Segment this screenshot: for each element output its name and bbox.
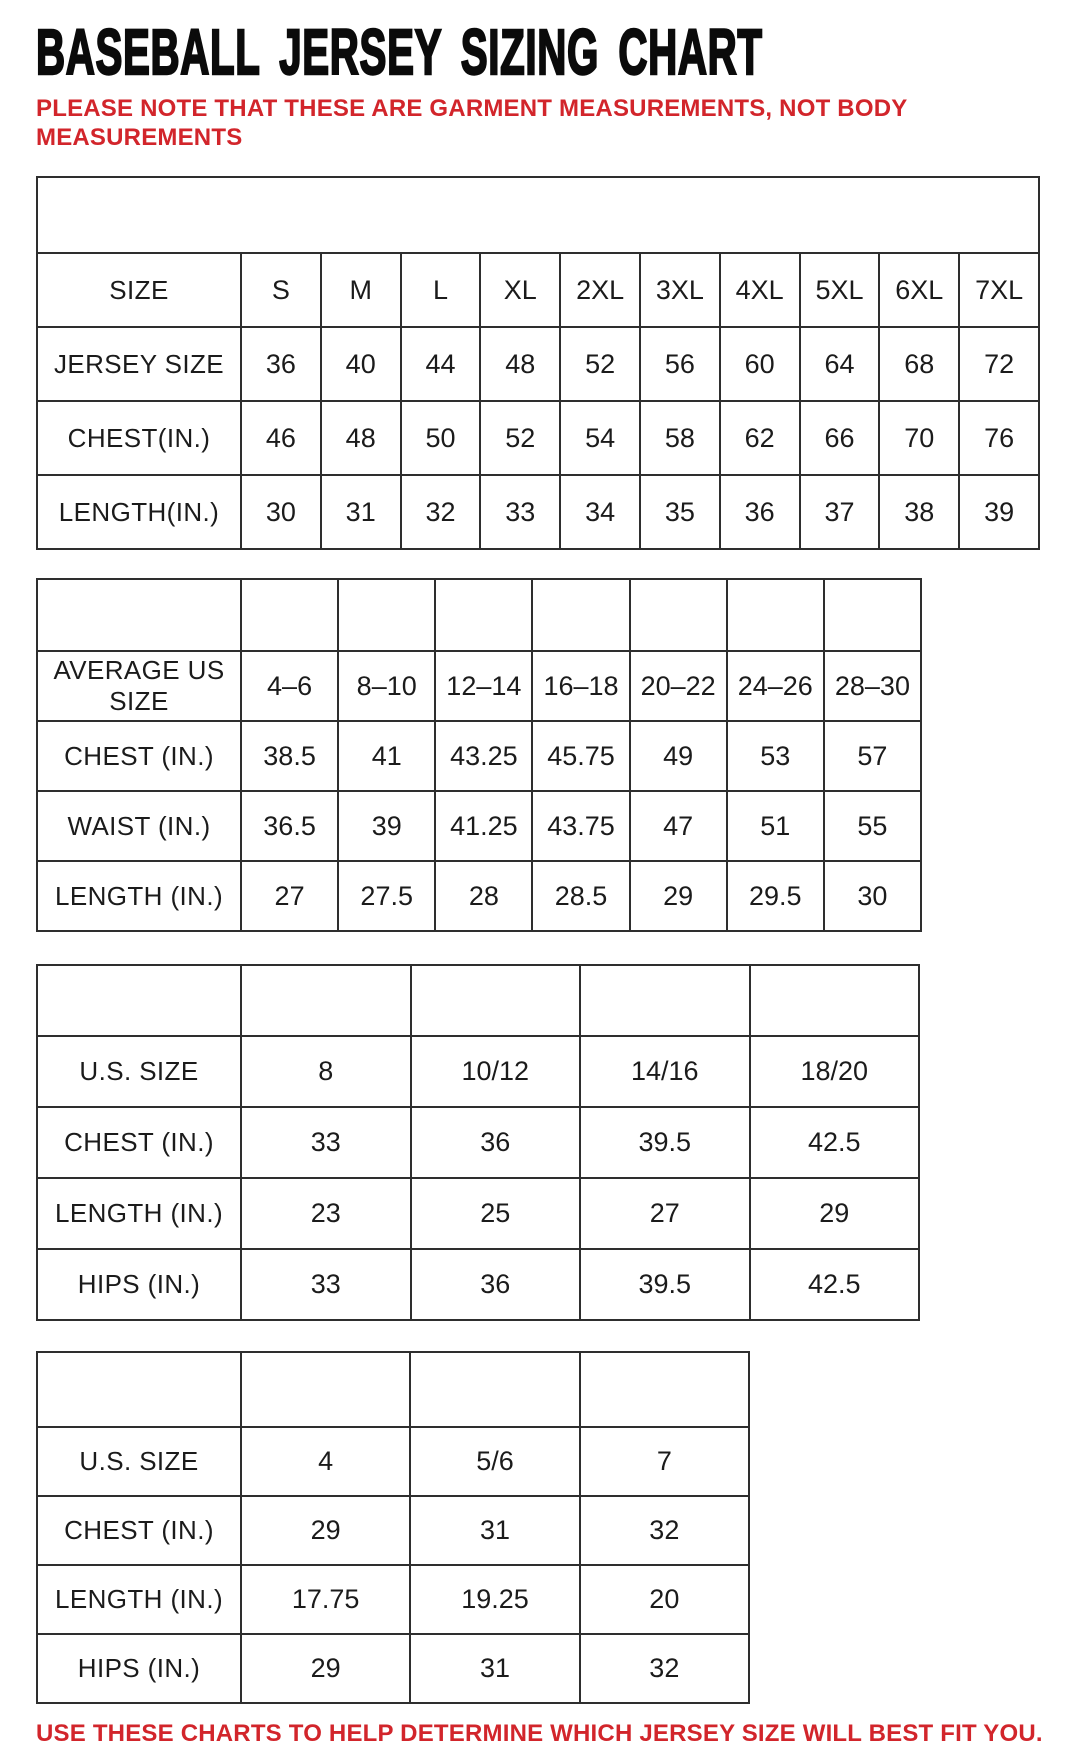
womens-value-cell: 4–6 — [241, 651, 338, 721]
boys-value-cell: 42.5 — [750, 1249, 920, 1320]
womens-value-cell: 45.75 — [532, 721, 629, 791]
womens-value-cell: 27.5 — [338, 861, 435, 931]
mens-value-cell: 52 — [480, 401, 560, 475]
boys-row-label: HIPS (IN.) — [37, 1249, 241, 1320]
boys-size-column-header: YTH L — [580, 965, 750, 1036]
boys-value-cell: 36 — [411, 1249, 581, 1320]
womens-value-cell: 38.5 — [241, 721, 338, 791]
mens-row-label: CHEST(IN.) — [37, 401, 241, 475]
mens-value-cell: S — [241, 253, 321, 327]
boys-value-cell: 25 — [411, 1178, 581, 1249]
mens-value-cell: L — [401, 253, 481, 327]
preschool-value-cell: 20 — [580, 1565, 749, 1634]
preschool-value-cell: 29 — [241, 1634, 410, 1703]
mens-value-cell: 54 — [560, 401, 640, 475]
boys-row-label: U.S. SIZE — [37, 1036, 241, 1107]
page-title: BASEBALL JERSEY SIZING CHART — [36, 16, 763, 88]
mens-value-cell: 4XL — [720, 253, 800, 327]
boys-header-row — [37, 965, 919, 1036]
mens-value-cell: 50 — [401, 401, 481, 475]
womens-value-cell: 41 — [338, 721, 435, 791]
womens-value-cell: 47 — [630, 791, 727, 861]
preschool-row-label: HIPS (IN.) — [37, 1634, 241, 1703]
boys-value-cell: 33 — [241, 1249, 411, 1320]
womens-value-cell: 53 — [727, 721, 824, 791]
mens-table-row — [37, 401, 1039, 475]
mens-value-cell: XL — [480, 253, 560, 327]
mens-value-cell: 37 — [800, 475, 880, 549]
preschool-row-label: U.S. SIZE — [37, 1427, 241, 1496]
mens-value-cell: 7XL — [959, 253, 1039, 327]
womens-value-cell: 57 — [824, 721, 921, 791]
womens-row-label: CHEST (IN.) — [37, 721, 241, 791]
womens-size-column-header: S — [241, 579, 338, 651]
boys-sizing-table — [36, 964, 920, 1321]
mens-value-cell: 58 — [640, 401, 720, 475]
womens-size-column-header: 4XL — [824, 579, 921, 651]
preschool-size-column-header: M — [410, 1352, 579, 1427]
mens-banner: MEN’S AUTHENTIC JERSEYS — [37, 177, 1039, 253]
mens-table-row — [37, 253, 1039, 327]
mens-value-cell: M — [321, 253, 401, 327]
footer-note: USE THESE CHARTS TO HELP DETERMINE WHICH JERSEY SIZE WILL BEST FIT YOU. — [36, 1720, 1043, 1747]
preschool-row-label: CHEST (IN.) — [37, 1496, 241, 1565]
mens-value-cell: 72 — [959, 327, 1039, 401]
mens-banner-row — [37, 177, 1039, 253]
preschool-size-column-header: S — [241, 1352, 410, 1427]
preschool-value-cell: 19.25 — [410, 1565, 579, 1634]
mens-value-cell: 46 — [241, 401, 321, 475]
womens-sizing-table — [36, 578, 922, 932]
preschool-header-row — [37, 1352, 749, 1427]
preschool-size-column-header: L — [580, 1352, 749, 1427]
womens-value-cell: 41.25 — [435, 791, 532, 861]
preschool-table-row — [37, 1634, 749, 1703]
mens-value-cell: 31 — [321, 475, 401, 549]
mens-value-cell: 38 — [879, 475, 959, 549]
mens-value-cell: 66 — [800, 401, 880, 475]
boys-table-row — [37, 1178, 919, 1249]
womens-value-cell: 51 — [727, 791, 824, 861]
mens-value-cell: 36 — [241, 327, 321, 401]
preschool-value-cell: 4 — [241, 1427, 410, 1496]
preschool-value-cell: 7 — [580, 1427, 749, 1496]
boys-value-cell: 8 — [241, 1036, 411, 1107]
preschool-value-cell: 32 — [580, 1634, 749, 1703]
womens-size-column-header: XL — [532, 579, 629, 651]
garment-measurements-note: PLEASE NOTE THAT THESE ARE GARMENT MEASUREMENTS, NOT BODY MEASUREMENTS — [36, 95, 908, 151]
boys-value-cell: 42.5 — [750, 1107, 920, 1178]
mens-value-cell: 56 — [640, 327, 720, 401]
boys-value-cell: 14/16 — [580, 1036, 750, 1107]
womens-size-column-header: M — [338, 579, 435, 651]
boys-size-column-header: YTH XL — [750, 965, 920, 1036]
mens-value-cell: 40 — [321, 327, 401, 401]
mens-row-label: SIZE — [37, 253, 241, 327]
womens-value-cell: 43.75 — [532, 791, 629, 861]
mens-table-row — [37, 327, 1039, 401]
boys-value-cell: 39.5 — [580, 1107, 750, 1178]
womens-value-cell: 27 — [241, 861, 338, 931]
womens-value-cell: 28–30 — [824, 651, 921, 721]
mens-value-cell: 36 — [720, 475, 800, 549]
boys-table-row — [37, 1107, 919, 1178]
boys-table-row — [37, 1249, 919, 1320]
womens-value-cell: 16–18 — [532, 651, 629, 721]
womens-value-cell: 29.5 — [727, 861, 824, 931]
mens-value-cell: 5XL — [800, 253, 880, 327]
preschool-header-label: PRESCHOOL — [37, 1352, 241, 1427]
mens-table-row — [37, 475, 1039, 549]
boys-value-cell: 33 — [241, 1107, 411, 1178]
womens-row-label: AVERAGE US SIZE — [37, 651, 241, 721]
mens-value-cell: 33 — [480, 475, 560, 549]
mens-value-cell: 34 — [560, 475, 640, 549]
mens-value-cell: 39 — [959, 475, 1039, 549]
boys-value-cell: 39.5 — [580, 1249, 750, 1320]
preschool-value-cell: 32 — [580, 1496, 749, 1565]
womens-row-label: LENGTH (IN.) — [37, 861, 241, 931]
mens-row-label: JERSEY SIZE — [37, 327, 241, 401]
womens-value-cell: 28 — [435, 861, 532, 931]
womens-value-cell: 8–10 — [338, 651, 435, 721]
womens-table-row — [37, 861, 921, 931]
womens-value-cell: 29 — [630, 861, 727, 931]
preschool-row-label: LENGTH (IN.) — [37, 1565, 241, 1634]
preschool-table-row — [37, 1496, 749, 1565]
preschool-sizing-table — [36, 1351, 750, 1704]
mens-value-cell: 48 — [321, 401, 401, 475]
womens-size-column-header: 2XL — [630, 579, 727, 651]
womens-size-column-header: 3XL — [727, 579, 824, 651]
womens-value-cell: 49 — [630, 721, 727, 791]
womens-value-cell: 12–14 — [435, 651, 532, 721]
mens-value-cell: 64 — [800, 327, 880, 401]
preschool-value-cell: 5/6 — [410, 1427, 579, 1496]
boys-row-label: LENGTH (IN.) — [37, 1178, 241, 1249]
womens-value-cell: 55 — [824, 791, 921, 861]
mens-sizing-table — [36, 176, 1040, 550]
womens-table-row — [37, 721, 921, 791]
boys-size-column-header: YTH M — [411, 965, 581, 1036]
boys-table-row — [37, 1036, 919, 1107]
boys-value-cell: 29 — [750, 1178, 920, 1249]
boys-row-label: CHEST (IN.) — [37, 1107, 241, 1178]
mens-value-cell: 76 — [959, 401, 1039, 475]
mens-value-cell: 68 — [879, 327, 959, 401]
mens-row-label: LENGTH(IN.) — [37, 475, 241, 549]
mens-value-cell: 30 — [241, 475, 321, 549]
boys-value-cell: 10/12 — [411, 1036, 581, 1107]
preschool-value-cell: 31 — [410, 1634, 579, 1703]
womens-value-cell: 39 — [338, 791, 435, 861]
womens-value-cell: 20–22 — [630, 651, 727, 721]
womens-value-cell: 28.5 — [532, 861, 629, 931]
preschool-value-cell: 31 — [410, 1496, 579, 1565]
mens-value-cell: 32 — [401, 475, 481, 549]
womens-value-cell: 24–26 — [727, 651, 824, 721]
womens-value-cell: 30 — [824, 861, 921, 931]
womens-table-row — [37, 791, 921, 861]
mens-value-cell: 52 — [560, 327, 640, 401]
mens-value-cell: 44 — [401, 327, 481, 401]
mens-value-cell: 48 — [480, 327, 560, 401]
womens-value-cell: 43.25 — [435, 721, 532, 791]
mens-value-cell: 3XL — [640, 253, 720, 327]
preschool-value-cell: 17.75 — [241, 1565, 410, 1634]
mens-value-cell: 6XL — [879, 253, 959, 327]
boys-value-cell: 18/20 — [750, 1036, 920, 1107]
mens-value-cell: 2XL — [560, 253, 640, 327]
boys-value-cell: 27 — [580, 1178, 750, 1249]
womens-value-cell: 36.5 — [241, 791, 338, 861]
womens-header-row — [37, 579, 921, 651]
boys-size-column-header: YTH S — [241, 965, 411, 1036]
mens-value-cell: 70 — [879, 401, 959, 475]
womens-row-label: WAIST (IN.) — [37, 791, 241, 861]
preschool-value-cell: 29 — [241, 1496, 410, 1565]
mens-value-cell: 60 — [720, 327, 800, 401]
preschool-table-row — [37, 1565, 749, 1634]
womens-header-label: WOMEN’S — [37, 579, 241, 651]
boys-header-label: BOYS — [37, 965, 241, 1036]
mens-value-cell: 35 — [640, 475, 720, 549]
boys-value-cell: 23 — [241, 1178, 411, 1249]
mens-value-cell: 62 — [720, 401, 800, 475]
preschool-table-row — [37, 1427, 749, 1496]
boys-value-cell: 36 — [411, 1107, 581, 1178]
womens-table-row — [37, 651, 921, 721]
womens-size-column-header: L — [435, 579, 532, 651]
